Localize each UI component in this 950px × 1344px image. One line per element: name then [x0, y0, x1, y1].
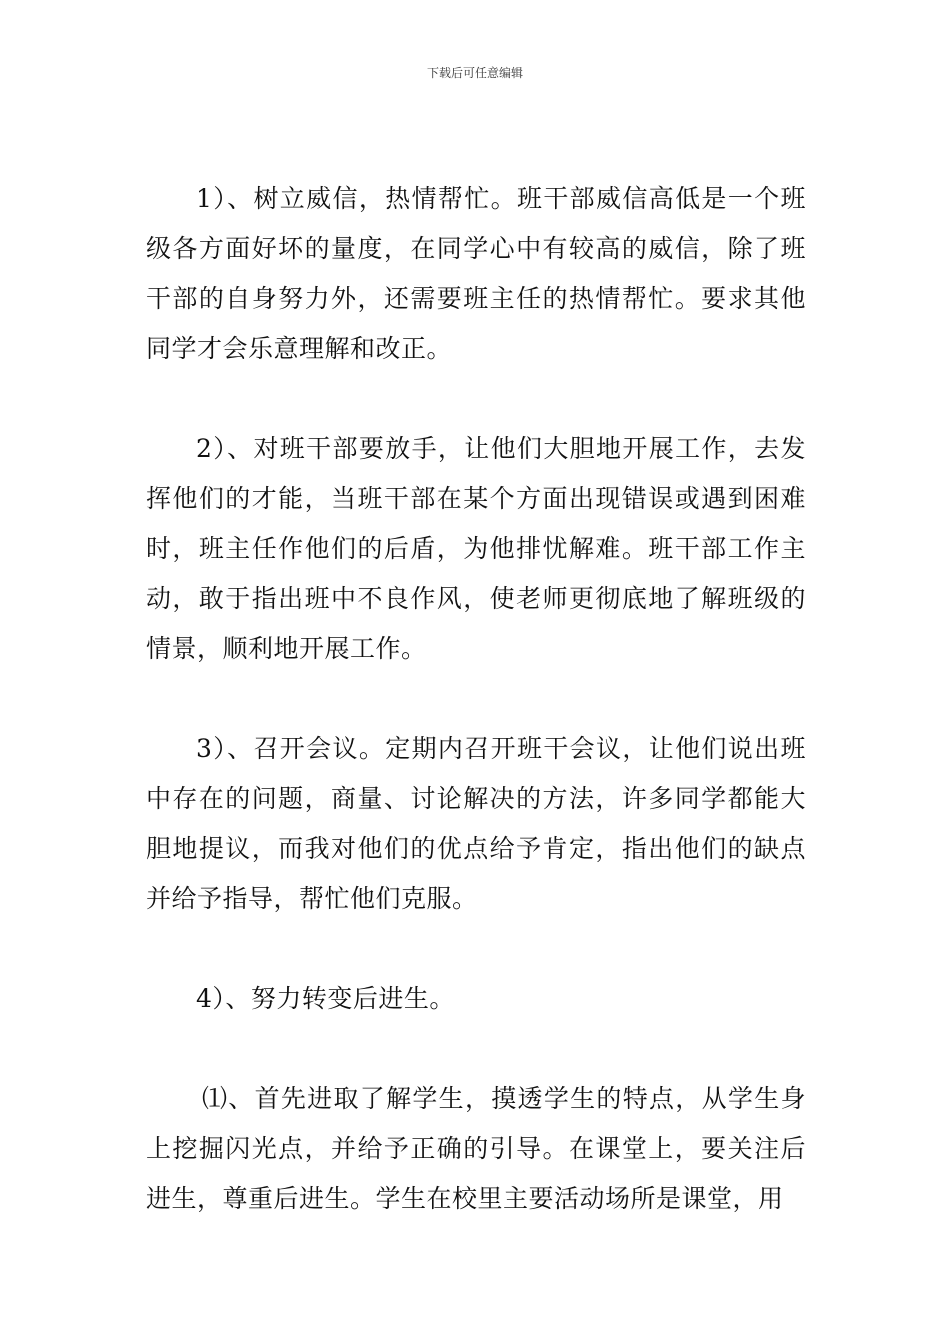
paragraph-2: 2）、对班干部要放手，让他们大胆地开展工作，去发挥他们的才能，当班干部在某个方面出现错误或遇到困难时，班主任作他们的后盾，为他排忧解难。班干部工作主动，敢于指出班中不良作风，使老师更彻底地了解班级的情景，顺利地开展工作。 — [146, 434, 806, 663]
paragraph-1: 1）、树立威信，热情帮忙。班干部威信高低是一个班级各方面好坏的量度，在同学心中有较高的威信，除了班干部的自身努力外，还需要班主任的热情帮忙。要求其他同学才会乐意理解和改正。 — [146, 184, 806, 363]
paragraph-5: ⑴、首先进取了解学生，摸透学生的特点，从学生身上挖掘闪光点，并给予正确的引导。在课堂上，要关注后进生，尊重后进生。学生在校里主要活动场所是课堂，用 — [146, 1084, 806, 1213]
paragraph-3: 3）、召开会议。定期内召开班干会议，让他们说出班中存在的问题，商量、讨论解决的方法，许多同学都能大胆地提议，而我对他们的优点给予肯定，指出他们的缺点并给予指导，帮忙他们克服。 — [146, 734, 806, 913]
paragraph-4: 4）、努力转变后进生。 — [196, 984, 455, 1013]
page-header: 下载后可任意编辑 — [426, 66, 523, 80]
document-body — [146, 174, 806, 1224]
